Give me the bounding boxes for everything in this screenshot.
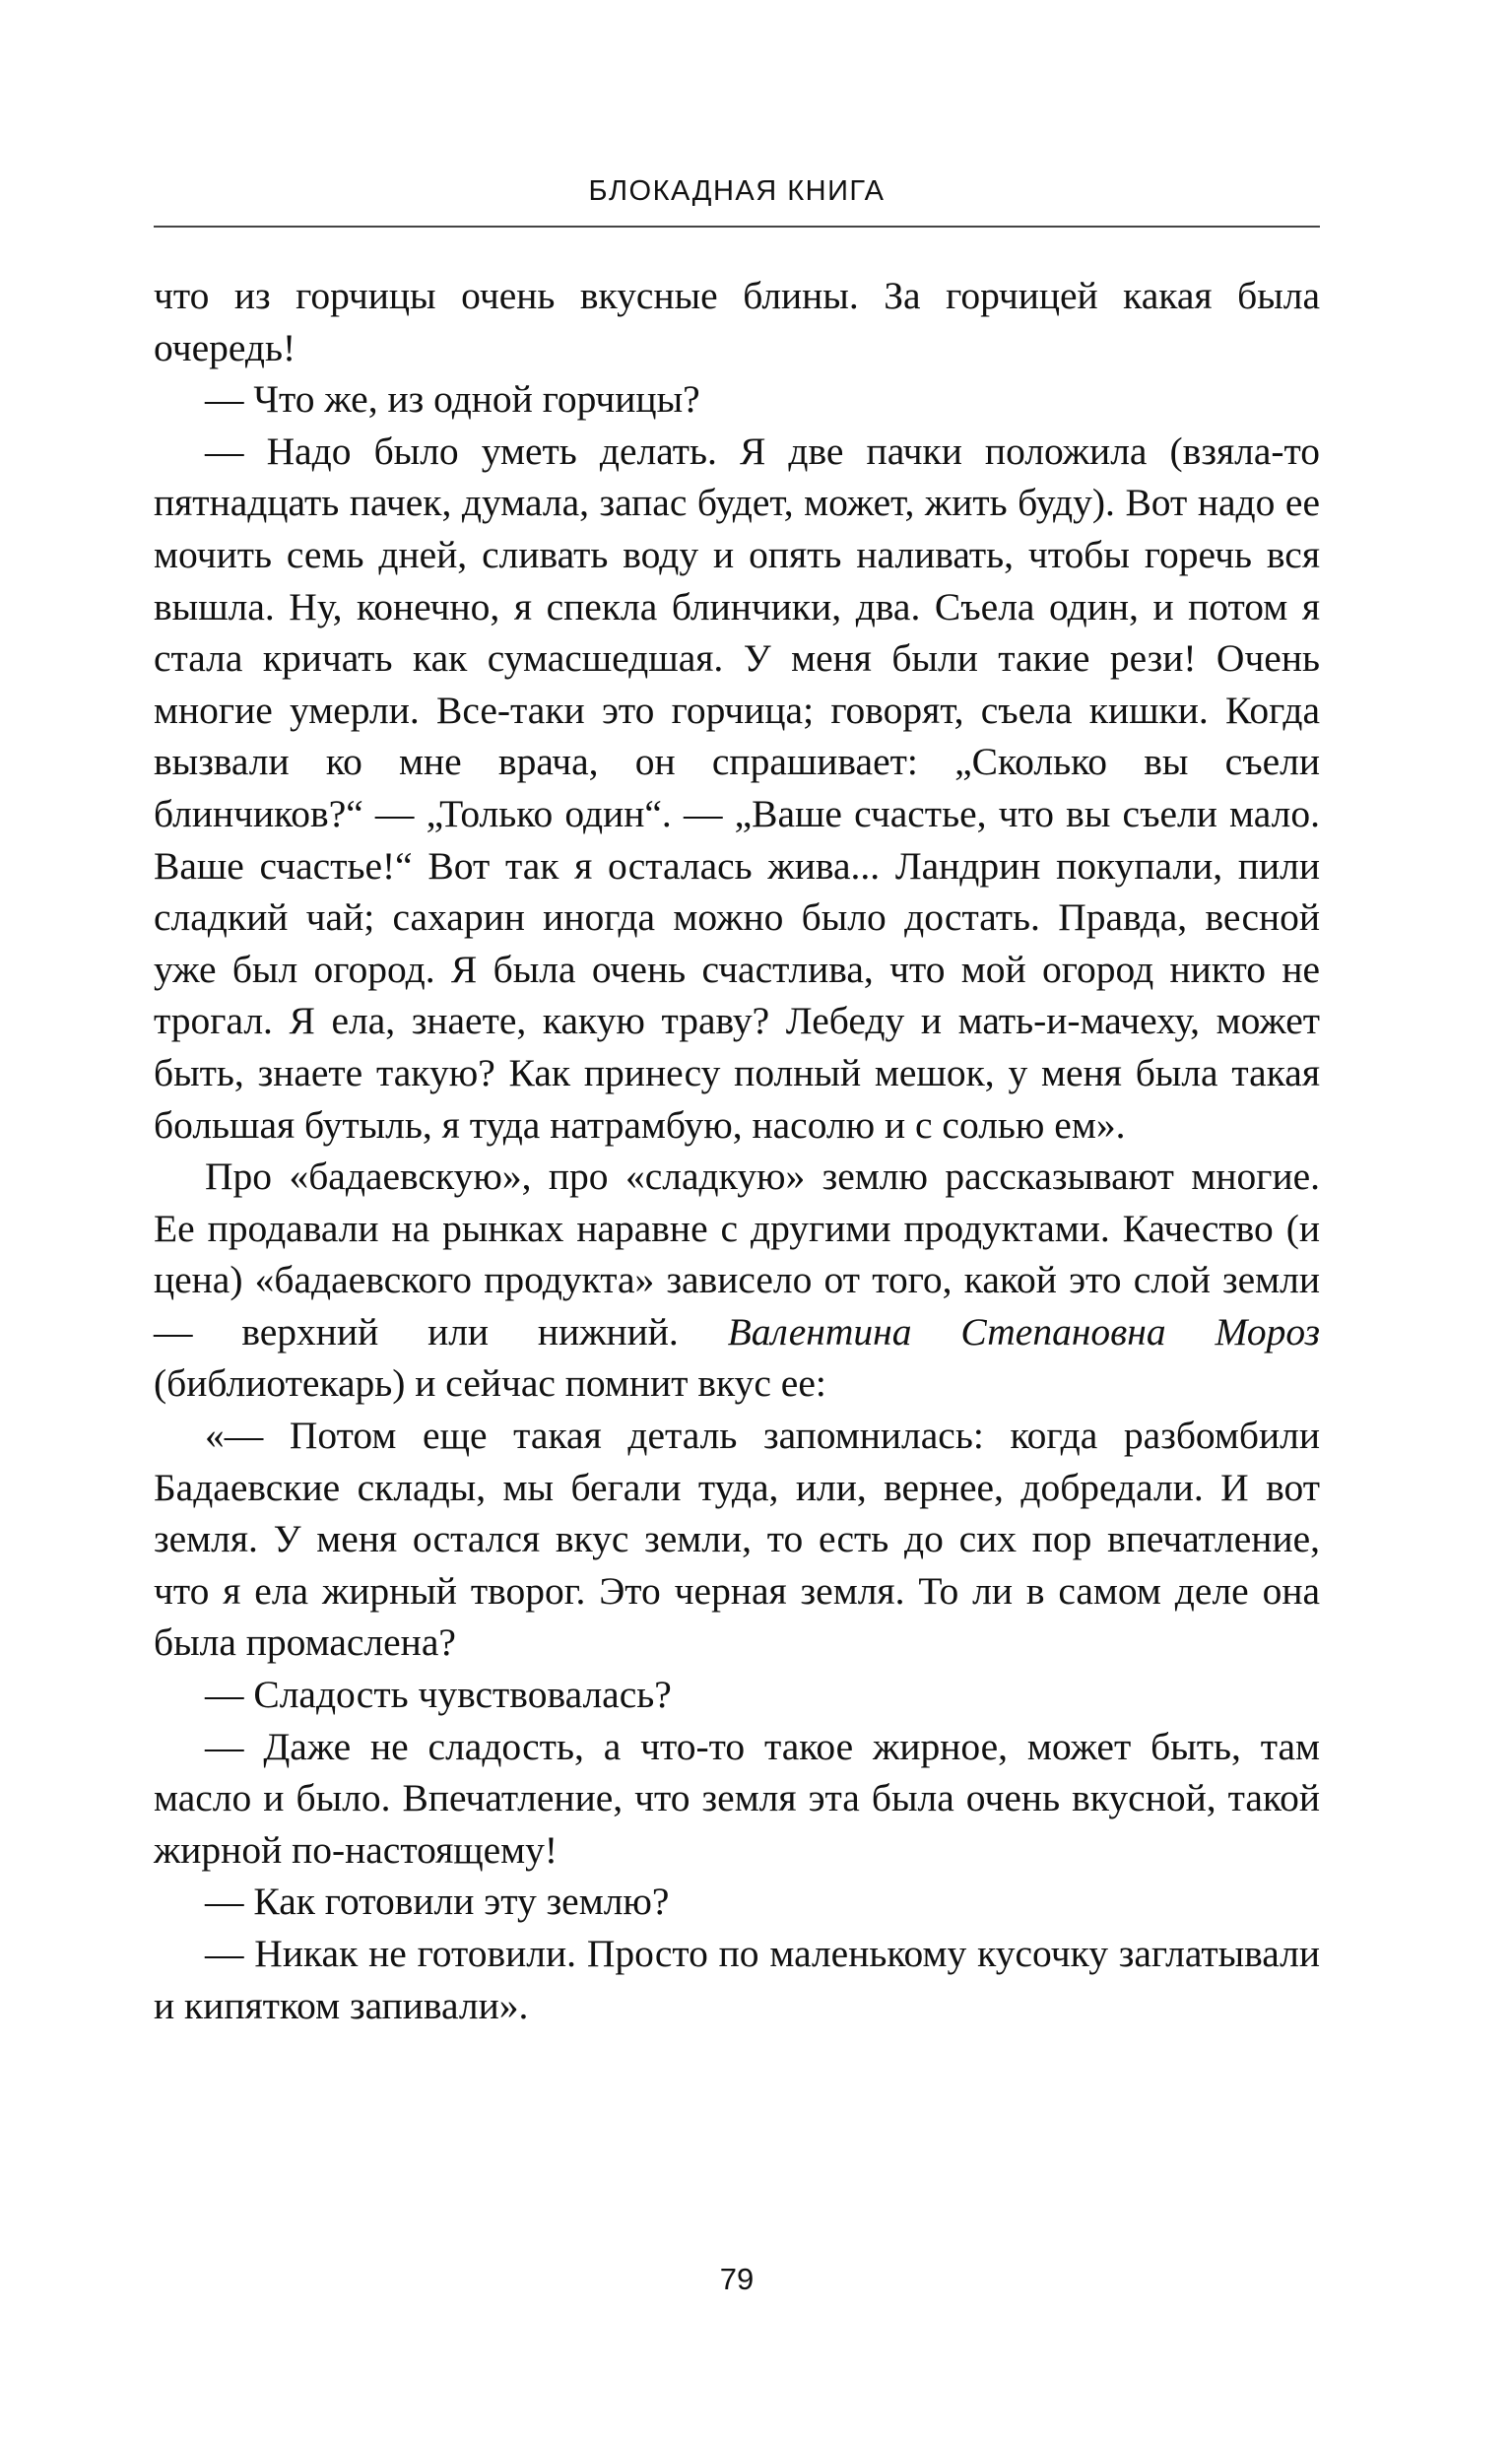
paragraph: — Что же, из одной горчицы? bbox=[205, 377, 700, 422]
paragraph: — Как готовили эту землю? bbox=[205, 1880, 670, 1924]
person-name: Валентина Степановна Мороз bbox=[727, 1309, 1320, 1354]
header-rule bbox=[154, 226, 1320, 228]
paragraph: «— Потом еще такая деталь запомнилась: когда разбомбили Бадаевские склады, мы бегали туда, или, вернее, добредали. И вот земля. У меня остался вкус земли, то есть до сих пор впечатление, что я ела жирный творог. Это черная земля. То ли в самом деле она была промаслена? bbox=[154, 1414, 1320, 1665]
body-text bbox=[154, 270, 1320, 2031]
page-number: 79 bbox=[719, 2262, 755, 2296]
paragraph-text: (библиотекарь) и сейчас помнит вкус ее: bbox=[154, 1361, 826, 1406]
paragraph bbox=[154, 1151, 1320, 1410]
paragraph: — Никак не готовили. Просто по маленькому кусочку заглатывали и кипятком запивали». bbox=[154, 1932, 1320, 2027]
paragraph: — Даже не сладость, а что-то такое жирное, может быть, там масло и было. Впечатление, что земля эта была очень вкусной, такой жирной по-настоящему! bbox=[154, 1724, 1320, 1872]
running-head: БЛОКАДНАЯ КНИГА bbox=[588, 175, 886, 207]
paragraph: — Надо было уметь делать. Я две пачки положила (взяла-то пятнадцать пачек, думала, запас будет, может, жить буду). Вот надо ее мочить семь дней, сливать воду и опять наливать, чтобы горечь вся вышла. Ну, конечно, я спекла блинчики, два. Съела один, и потом я стала кричать как сумасшедшая. У меня были такие рези! Очень многие умерли. Все-таки это горчица; говорят, съела кишки. Когда вызвали ко мне врача, он спрашивает: „Сколько вы съели блинчиков?“ — „Только один“. — „Ваше счастье, что вы съели мало. Ваше счастье!“ Вот так я осталась жива... Ландрин покупали, пили сладкий чай; сахарин иногда можно было достать. Правда, весной уже был огород. Я была очень счастлива, что мой огород никто не трогал. Я ела, знаете, какую траву? Лебеду и мать-и-мачеху, может быть, знаете такую? Как принесу полный мешок, у меня была такая большая бутыль, я туда натрамбую, насолю и с солью ем». bbox=[154, 429, 1320, 1147]
paragraph: — Сладость чувствовалась? bbox=[205, 1673, 672, 1717]
book-page bbox=[154, 0, 1320, 2443]
paragraph-text: Про «бадаевскую», про «сладкую» землю рассказывают многие. Ее продавали на рынках наравне с другими продуктами. Качество (и цена) «бадаевского продукта» зависело от того, какой это слой земли — верхний или нижний. bbox=[154, 1155, 1320, 1354]
paragraph: что из горчицы очень вкусные блины. За горчицей какая была очередь! bbox=[154, 274, 1320, 369]
